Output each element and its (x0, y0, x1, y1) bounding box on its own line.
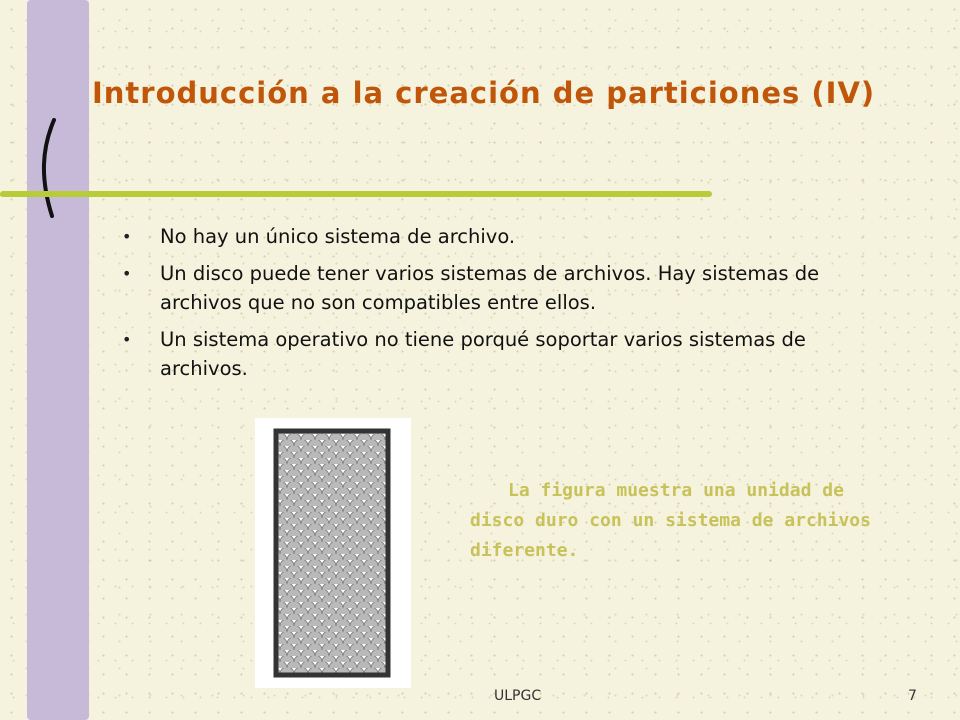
footer-label: ULPGC (494, 688, 542, 704)
sidebar-decoration (27, 0, 89, 720)
filesystem-disk-image (273, 428, 391, 678)
bullet-item: • No hay un único sistema de archivo. (122, 222, 842, 251)
title-divider-line (0, 184, 720, 204)
bullet-item: • Un sistema operativo no tiene porqué soportar varios sistemas de archivos. (122, 325, 842, 383)
bullet-item: • Un disco puede tener varios sistemas de archivos. Hay sistemas de archivos que no son compatibles entre ellos. (122, 259, 842, 317)
disk-figure (255, 418, 411, 688)
slide-title: Introducción a la creación de particiones (IV) (92, 76, 876, 110)
bullet-list (122, 222, 842, 391)
figure-caption: La figura muestra una unidad de disco duro con un sistema de archivos diferente. (470, 480, 871, 561)
page-number: 7 (908, 688, 917, 704)
